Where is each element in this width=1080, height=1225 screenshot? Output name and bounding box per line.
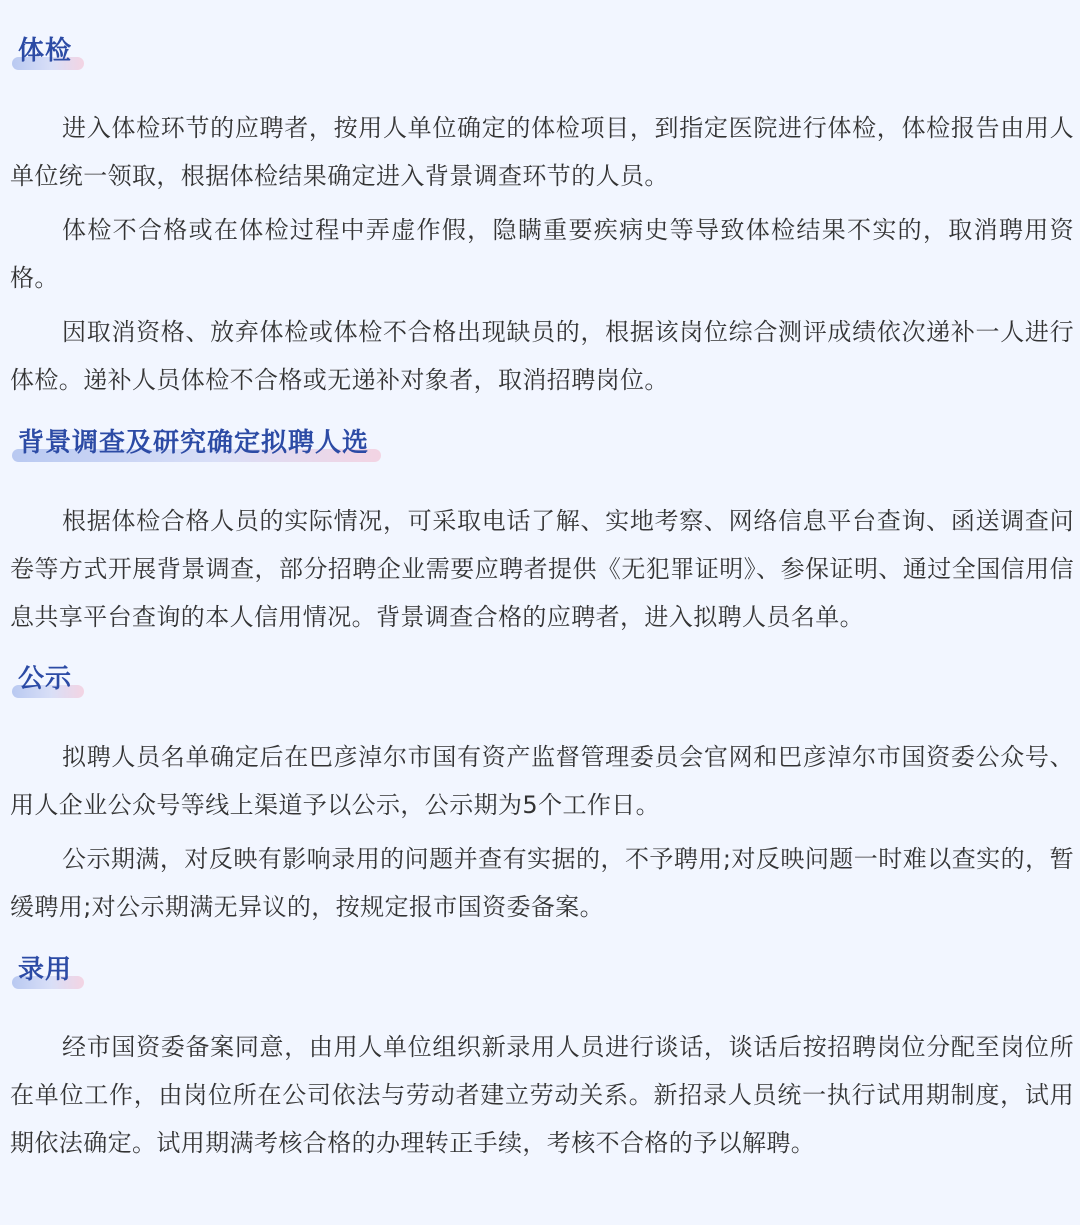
section-heading-public-notice — [18, 662, 72, 702]
paragraph: 体检不合格或在体检过程中弄虚作假，隐瞒重要疾病史等导致体检结果不实的，取消聘用资格。 — [10, 216, 1074, 292]
section-heading-text: 体检 — [18, 36, 73, 66]
section-heading-text: 背景调查及研究确定拟聘人选 — [18, 428, 370, 458]
paragraph: 根据体检合格人员的实际情况，可采取电话了解、实地考察、网络信息平台查询、函送调查问卷等方式开展背景调查，部分招聘企业需要应聘者提供《无犯罪证明》、参保证明、通过全国信用信息共享平台查询的本人信用情况。背景调查合格的应聘者，进入拟聘人员名单。 — [10, 507, 1074, 631]
section-heading-physical-exam — [18, 34, 72, 74]
paragraph: 因取消资格、放弃体检或体检不合格出现缺员的，根据该岗位综合测评成绩依次递补一人进行体检。递补人员体检不合格或无递补对象者，取消招聘岗位。 — [10, 318, 1074, 394]
paragraph: 经市国资委备案同意，由用人单位组织新录用人员进行谈话，谈话后按招聘岗位分配至岗位所在单位工作，由岗位所在公司依法与劳动者建立劳动关系。新招录人员统一执行试用期制度，试用期依法确定。试用期满考核合格的办理转正手续，考核不合格的予以解聘。 — [10, 1033, 1074, 1157]
paragraph: 拟聘人员名单确定后在巴彦淖尔市国有资产监督管理委员会官网和巴彦淖尔市国资委公众号、用人企业公众号等线上渠道予以公示，公示期为5个工作日。 — [10, 743, 1074, 819]
paragraph: 进入体检环节的应聘者，按用人单位确定的体检项目，到指定医院进行体检，体检报告由用人单位统一领取，根据体检结果确定进入背景调查环节的人员。 — [10, 114, 1074, 190]
section-heading-text: 录用 — [18, 955, 73, 985]
section-heading-employment — [18, 953, 72, 993]
paragraph: 公示期满，对反映有影响录用的问题并查有实据的，不予聘用;对反映问题一时难以查实的，暂缓聘用;对公示期满无异议的，按规定报市国资委备案。 — [10, 845, 1074, 921]
section-heading-background-check — [18, 426, 369, 466]
section-heading-text: 公示 — [18, 664, 73, 694]
